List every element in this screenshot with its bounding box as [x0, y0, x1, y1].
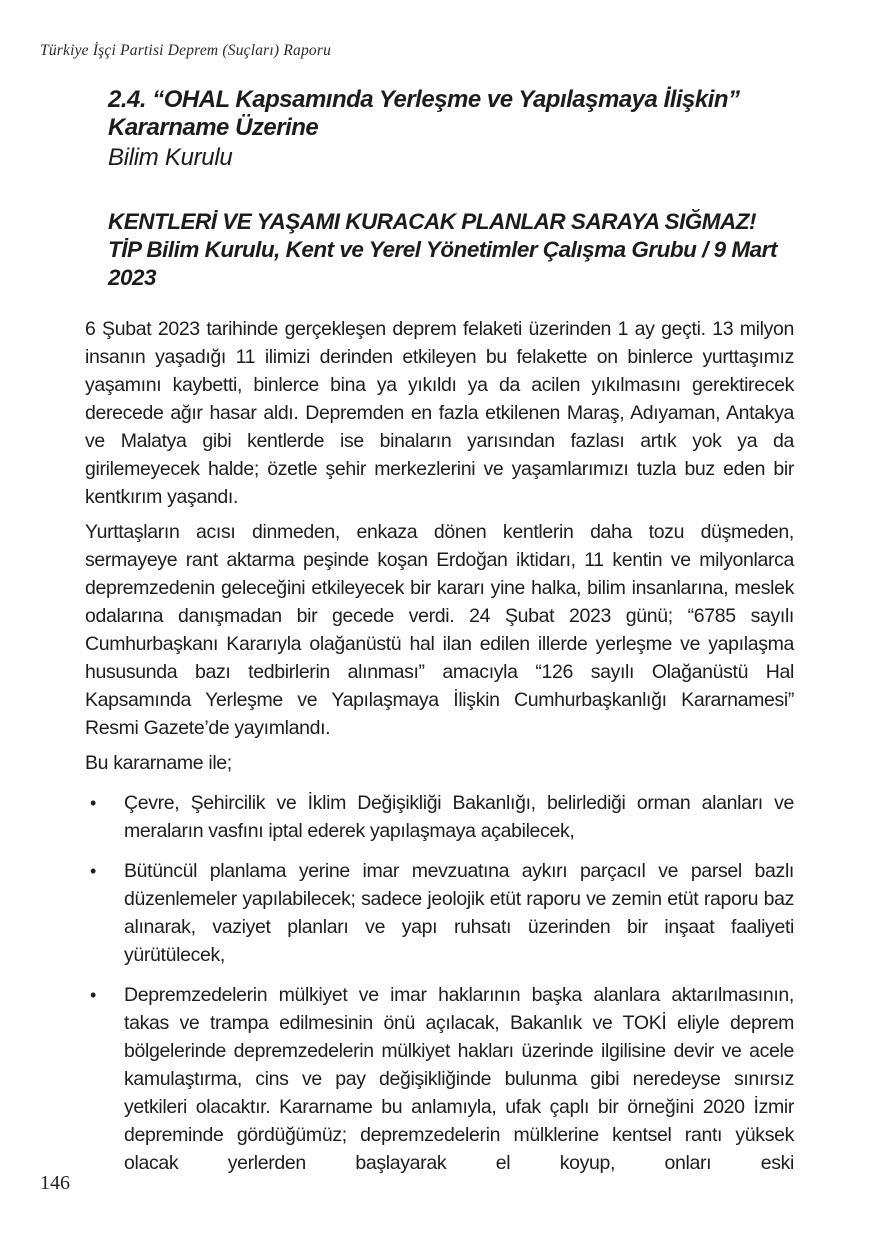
bullet-text: Depremzedelerin mülkiyet ve imar haklarının başka alanlara aktarılmasının, takas ve trampa edilmesinin önü açılacak, Bakanlık ve TOKİ eliyle deprem bölgelerinde depremzedelerin mülkiyet hakları üzerinde ilgilisine devir ve acele kamulaştırma, cins ve pay değişikliğinde bulunma gibi neredeyse sınırsız yetkileri olacaktır. Kararname bu anlamıyla, ufak çaplı bir örneğini 2020 İzmir depreminde gördüğümüz; depremzedelerin mülklerine kentsel rantı yüksek olacak yerlerden başlayarak el koyup, onları eski: [124, 984, 794, 1174]
body-text-block: [85, 315, 794, 1177]
slogan-block: [108, 208, 794, 292]
page-number: 146: [40, 1172, 70, 1194]
bullet-list-intro: Bu kararname ile;: [85, 752, 232, 774]
bullet-icon: •: [90, 793, 97, 813]
bullet-text: Bütüncül planlama yerine imar mevzuatına aykırı parçacıl ve parsel bazlı düzenlemeler yapılabilecek; sadece jeolojik etüt raporu ve zemin etüt raporu baz alınarak, vaziyet planları ve yapı ruhsatı üzerinden bir inşaat faaliyeti yürütülecek,: [124, 860, 794, 966]
list-item: [85, 857, 794, 969]
section-heading-block: [108, 86, 794, 172]
slogan-text: KENTLERİ VE YAŞAMI KURACAK PLANLAR SARAYA SIĞMAZ!: [108, 209, 757, 234]
slogan-byline: TİP Bilim Kurulu, Kent ve Yerel Yönetimler Çalışma Grubu / 9 Mart 2023: [108, 237, 777, 290]
section-title: 2.4. “OHAL Kapsamında Yerleşme ve Yapılaşmaya İlişkin” Kararname Üzerine: [108, 86, 740, 141]
paragraph: Yurttaşların acısı dinmeden, enkaza dönen kentlerin daha tozu düşmeden, sermayeye rant aktarma peşinde koşan Erdoğan iktidarı, 11 kentin ve milyonlarca depremzedenin geleceğini etkileyecek bir kararı yine halka, bilim insanlarına, meslek odalarına danışmadan bir gecede verdi. 24 Şubat 2023 günü; “6785 sayılı Cumhurbaşkanı Kararıyla olağanüstü hal ilan edilen illerde yerleşme ve yapılaşma hususunda bazı tedbirlerin alınması” amacıyla “126 sayılı Olağanüstü Hal Kapsamında Yerleşme ve Yapılaşmaya İlişkin Cumhurbaşkanlığı Kararnamesi” Resmi Gazete’de yayımlandı.: [85, 521, 794, 739]
paragraph: 6 Şubat 2023 tarihinde gerçekleşen deprem felaketi üzerinden 1 ay geçti. 13 milyon insanın yaşadığı 11 ilimizi derinden etkileyen bu felakette on binlerce yurttaşımız yaşamını kaybetti, binlerce bina ya yıkıldı ya da acilen yıkılmasını gerektirecek derecede ağır hasar aldı. Depremden en fazla etkilenen Maraş, Adıyaman, Antakya ve Malatya gibi kentlerde ise binaların yarısından fazlası artık yok ya da girilemeyecek halde; özetle şehir merkezlerini ve yaşamlarımızı tuzla buz eden bir kentkırım yaşandı.: [85, 318, 794, 508]
bullet-text: Çevre, Şehircilik ve İklim Değişikliği Bakanlığı, belirlediği orman alanları ve meraların vasfını iptal ederek yapılaşmaya açabilecek,: [124, 792, 794, 842]
bullet-icon: •: [90, 985, 97, 1005]
section-subtitle: Bilim Kurulu: [108, 144, 233, 171]
running-header: Türkiye İşçi Partisi Deprem (Suçları) Raporu: [40, 42, 332, 59]
bullet-icon: •: [90, 861, 97, 881]
list-item: [85, 981, 794, 1177]
bullet-list: [85, 789, 794, 1177]
page-content: [85, 86, 794, 1177]
list-item: [85, 789, 794, 845]
